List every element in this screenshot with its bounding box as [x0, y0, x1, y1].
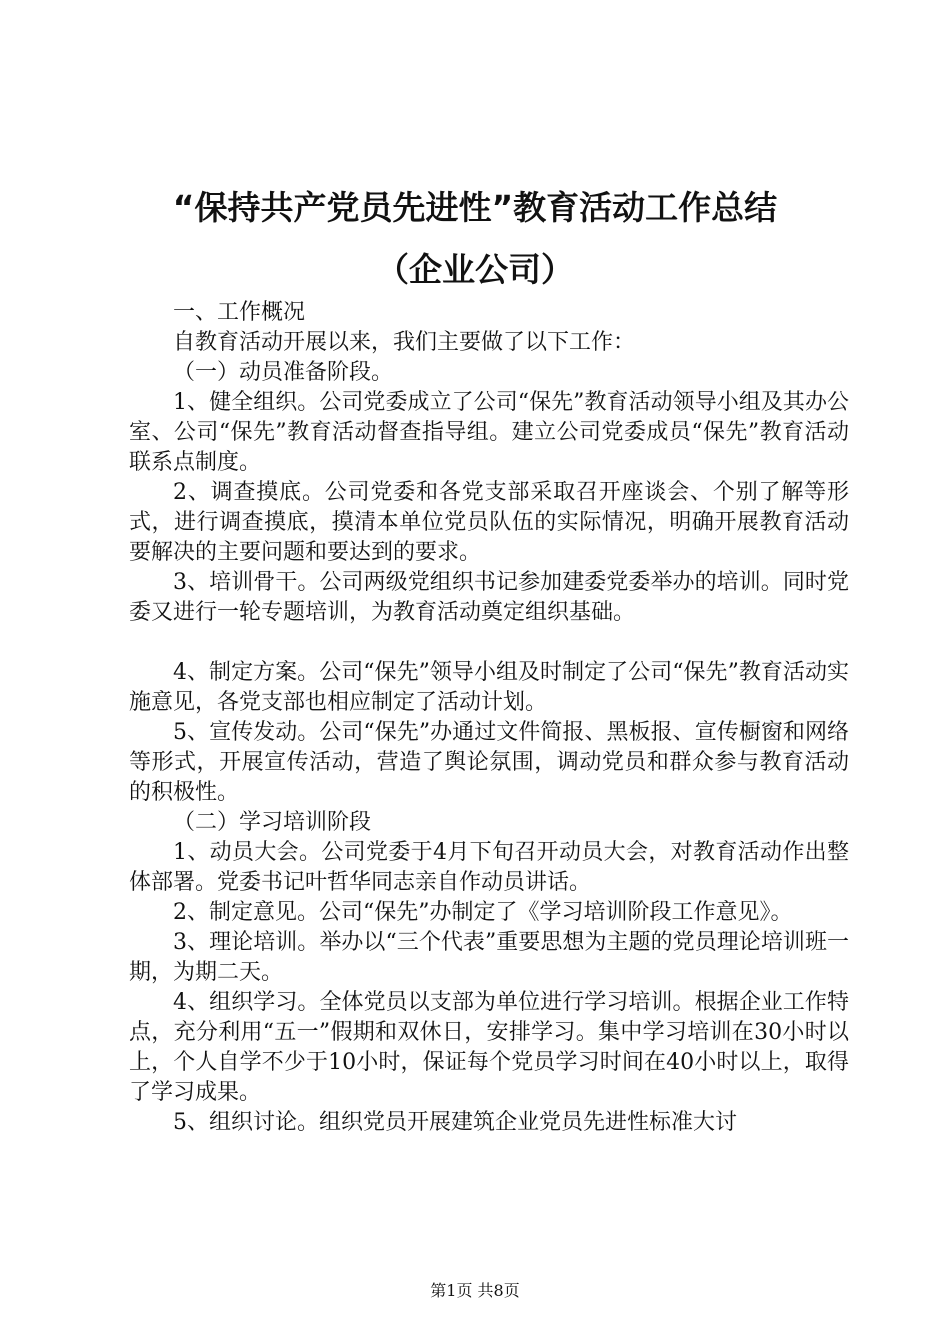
paragraph: 3、培训骨干。公司两级党组织书记参加建委党委举办的培训。同时党委又进行一轮专题培训，为教育活动奠定组织基础。	[129, 570, 849, 625]
page-number: 第1页 共8页	[430, 1281, 520, 1300]
paragraph: 5、组织讨论。组织党员开展建筑企业党员先进性标准大讨	[173, 1110, 737, 1135]
paragraph: 2、制定意见。公司“保先”办制定了《学习培训阶段工作意见》。	[173, 900, 793, 925]
document-title: “保持共产党员先进性”教育活动工作总结	[172, 188, 778, 227]
paragraph: 1、动员大会。公司党委于4月下旬召开动员大会，对教育活动作出整体部署。党委书记叶哲华同志亲自作动员讲话。	[129, 840, 849, 895]
document-body	[129, 298, 849, 1138]
paragraph: 4、组织学习。全体党员以支部为单位进行学习培训。根据企业工作特点，充分利用“五一”假期和双休日，安排学习。集中学习培训在30小时以上，个人自学不少于10小时，保证每个党员学习时间在40小时以上，取得了学习成果。	[129, 990, 849, 1105]
paragraph: 自教育活动开展以来，我们主要做了以下工作：	[173, 330, 636, 355]
paragraph: 5、宣传发动。公司“保先”办通过文件简报、黑板报、宣传橱窗和网络等形式，开展宣传活动，营造了舆论氛围，调动党员和群众参与教育活动的积极性。	[129, 720, 849, 805]
document-subtitle: （企业公司）	[376, 250, 574, 289]
subsection-heading: （一）动员准备阶段。	[173, 360, 394, 385]
paragraph: 3、理论培训。举办以“三个代表”重要思想为主题的党员理论培训班一期，为期二天。	[129, 930, 849, 985]
paragraph: 4、制定方案。公司“保先”领导小组及时制定了公司“保先”教育活动实施意见，各党支部也相应制定了活动计划。	[129, 660, 849, 715]
subsection-heading: （二）学习培训阶段	[173, 810, 372, 835]
paragraph: 1、健全组织。公司党委成立了公司“保先”教育活动领导小组及其办公室、公司“保先”教育活动督查指导组。建立公司党委成员“保先”教育活动联系点制度。	[129, 390, 849, 475]
section-heading: 一、工作概况	[173, 300, 306, 325]
paragraph: 2、调查摸底。公司党委和各党支部采取召开座谈会、个别了解等形式，进行调查摸底，摸清本单位党员队伍的实际情况，明确开展教育活动要解决的主要问题和要达到的要求。	[129, 480, 849, 565]
